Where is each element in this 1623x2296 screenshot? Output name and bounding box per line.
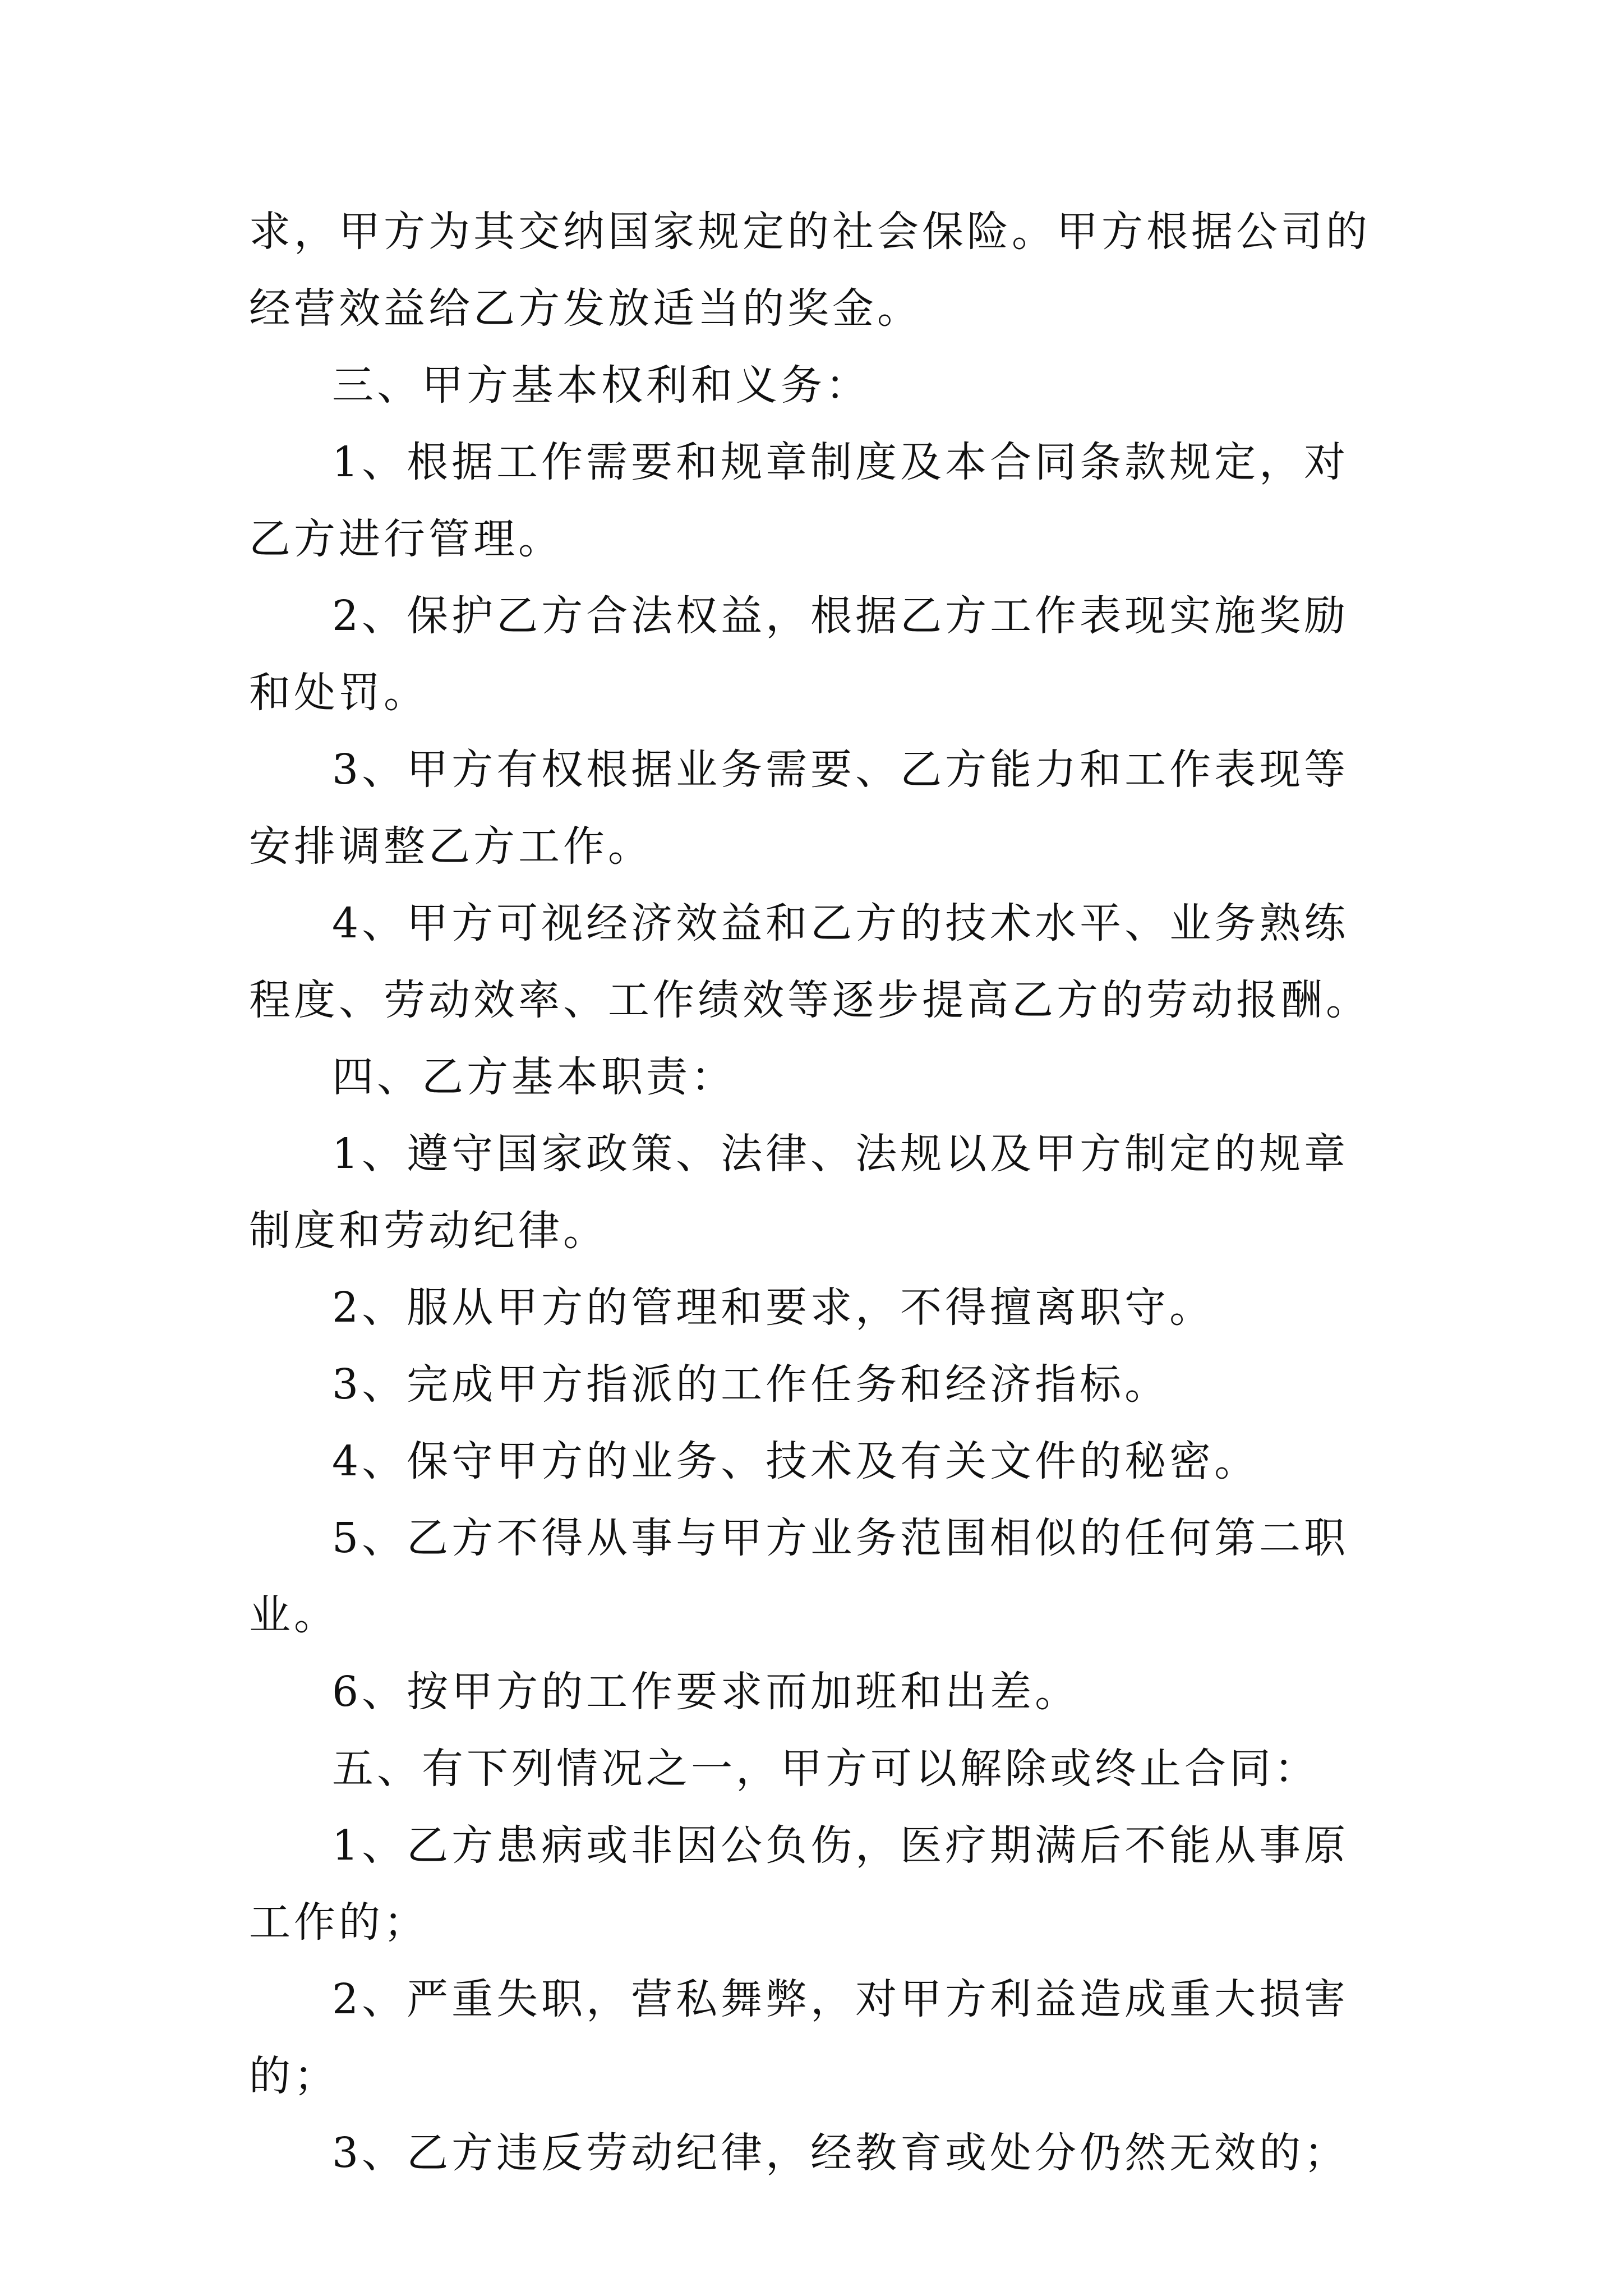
- list-item: 1、乙方患病或非因公负伤，医疗期满后不能从事原工作的；: [249, 1821, 1349, 1947]
- list-item: 1、遵守国家政策、法律、法规以及甲方制定的规章制度和劳动纪律。: [249, 1130, 1349, 1255]
- list-item: 3、甲方有权根据业务需要、乙方能力和工作表现等安排调整乙方工作。: [249, 746, 1349, 871]
- list-item: 5、乙方不得从事与甲方业务范围相似的任何第二职业。: [249, 1514, 1349, 1639]
- list-item: 4、甲方可视经济效益和乙方的技术水平、业务熟练程度、劳动效率、工作绩效等逐步提高乙方的劳动报酬。: [249, 899, 1371, 1024]
- list-item: 6、按甲方的工作要求而加班和出差。: [332, 1668, 1080, 1716]
- list-item: 2、严重失职，营私舞弊，对甲方利益造成重大损害的；: [249, 1975, 1349, 2100]
- section-heading: 四、乙方基本职责：: [332, 1053, 736, 1101]
- list-item: 3、完成甲方指派的工作任务和经济指标。: [332, 1360, 1170, 1409]
- section-heading: 三、甲方基本权利和义务：: [332, 361, 870, 409]
- section-heading: 五、有下列情况之一，甲方可以解除或终止合同：: [332, 1745, 1319, 1793]
- paragraph: 求，甲方为其交纳国家规定的社会保险。甲方根据公司的经营效益给乙方发放适当的奖金。: [249, 208, 1371, 333]
- list-item: 2、服从甲方的管理和要求，不得擅离职守。: [332, 1283, 1215, 1332]
- list-item: 2、保护乙方合法权益，根据乙方工作表现实施奖励和处罚。: [249, 592, 1349, 717]
- list-item: 3、乙方违反劳动纪律，经教育或处分仍然无效的；: [332, 2129, 1349, 2177]
- list-item: 1、根据工作需要和规章制度及本合同条款规定，对乙方进行管理。: [249, 438, 1349, 563]
- list-item: 4、保守甲方的业务、技术及有关文件的秘密。: [332, 1437, 1260, 1485]
- document-body: [249, 194, 1393, 2192]
